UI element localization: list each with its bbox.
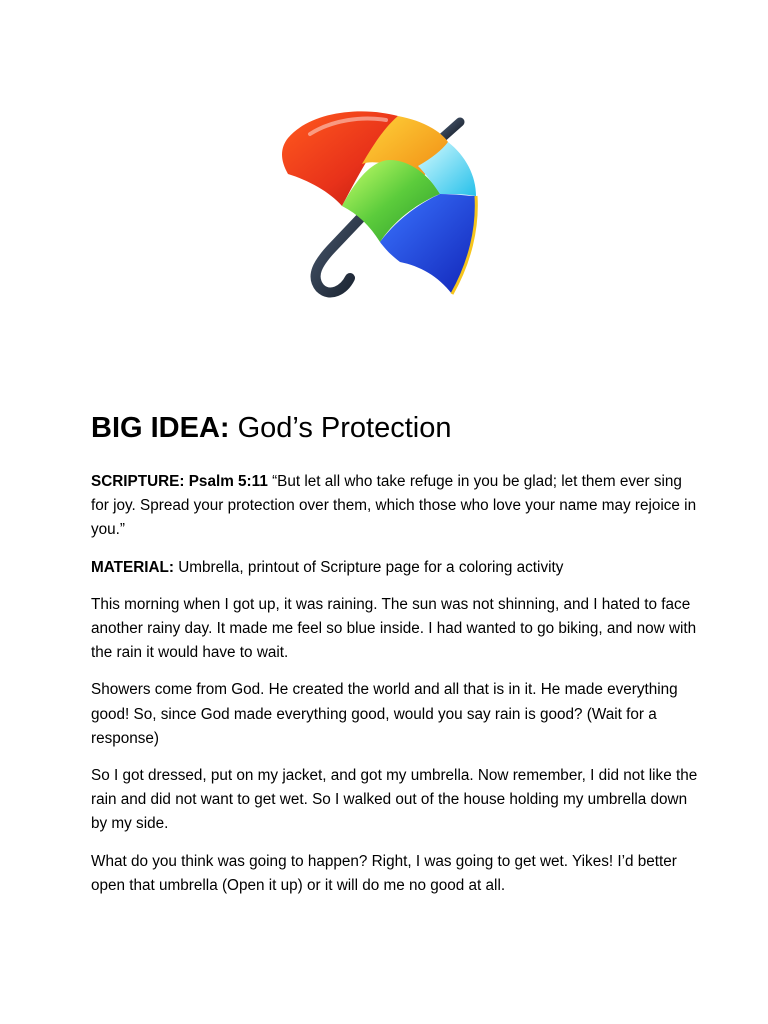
story-paragraph: Showers come from God. He created the world and all that is in it. He made everything good! So, since God made everything good, would you say rain is good? (Wait for a response) — [91, 681, 678, 747]
story-paragraph: What do you think was going to happen? Right, I was going to get wet. Yikes! I’d better open that umbrella (Open it up) or it will do me no good at all. — [91, 852, 677, 894]
scripture-label: SCRIPTURE: Psalm 5:11 — [91, 473, 268, 490]
big-idea-text: God’s Protection — [229, 412, 452, 444]
scripture-paragraph — [91, 470, 701, 543]
material-label: MATERIAL: — [91, 558, 174, 576]
page-title — [91, 408, 701, 448]
material-text: Umbrella, printout of Scripture page for a coloring activity — [173, 558, 564, 576]
story-paragraph: So I got dressed, put on my jacket, and got my umbrella. Now remember, I did not like the rain and did not want to get wet. So I walked out of the house holding my umbrella down by my side. — [91, 767, 698, 833]
material-paragraph — [91, 556, 701, 580]
big-idea-label: BIG IDEA: — [91, 412, 230, 444]
lesson-content — [91, 408, 701, 911]
scripture-text: “But let all who take refuge in you be glad; let them ever sing for joy. Spread your protection over them, which those who love your name may rejoice in you.” — [91, 473, 697, 539]
story-paragraph: This morning when I got up, it was raining. The sun was not shinning, and I hated to face another rainy day. It made me feel so blue inside. I had wanted to go biking, and now with the rain it would have to wait. — [91, 595, 697, 662]
rainbow-umbrella-icon — [270, 98, 490, 308]
